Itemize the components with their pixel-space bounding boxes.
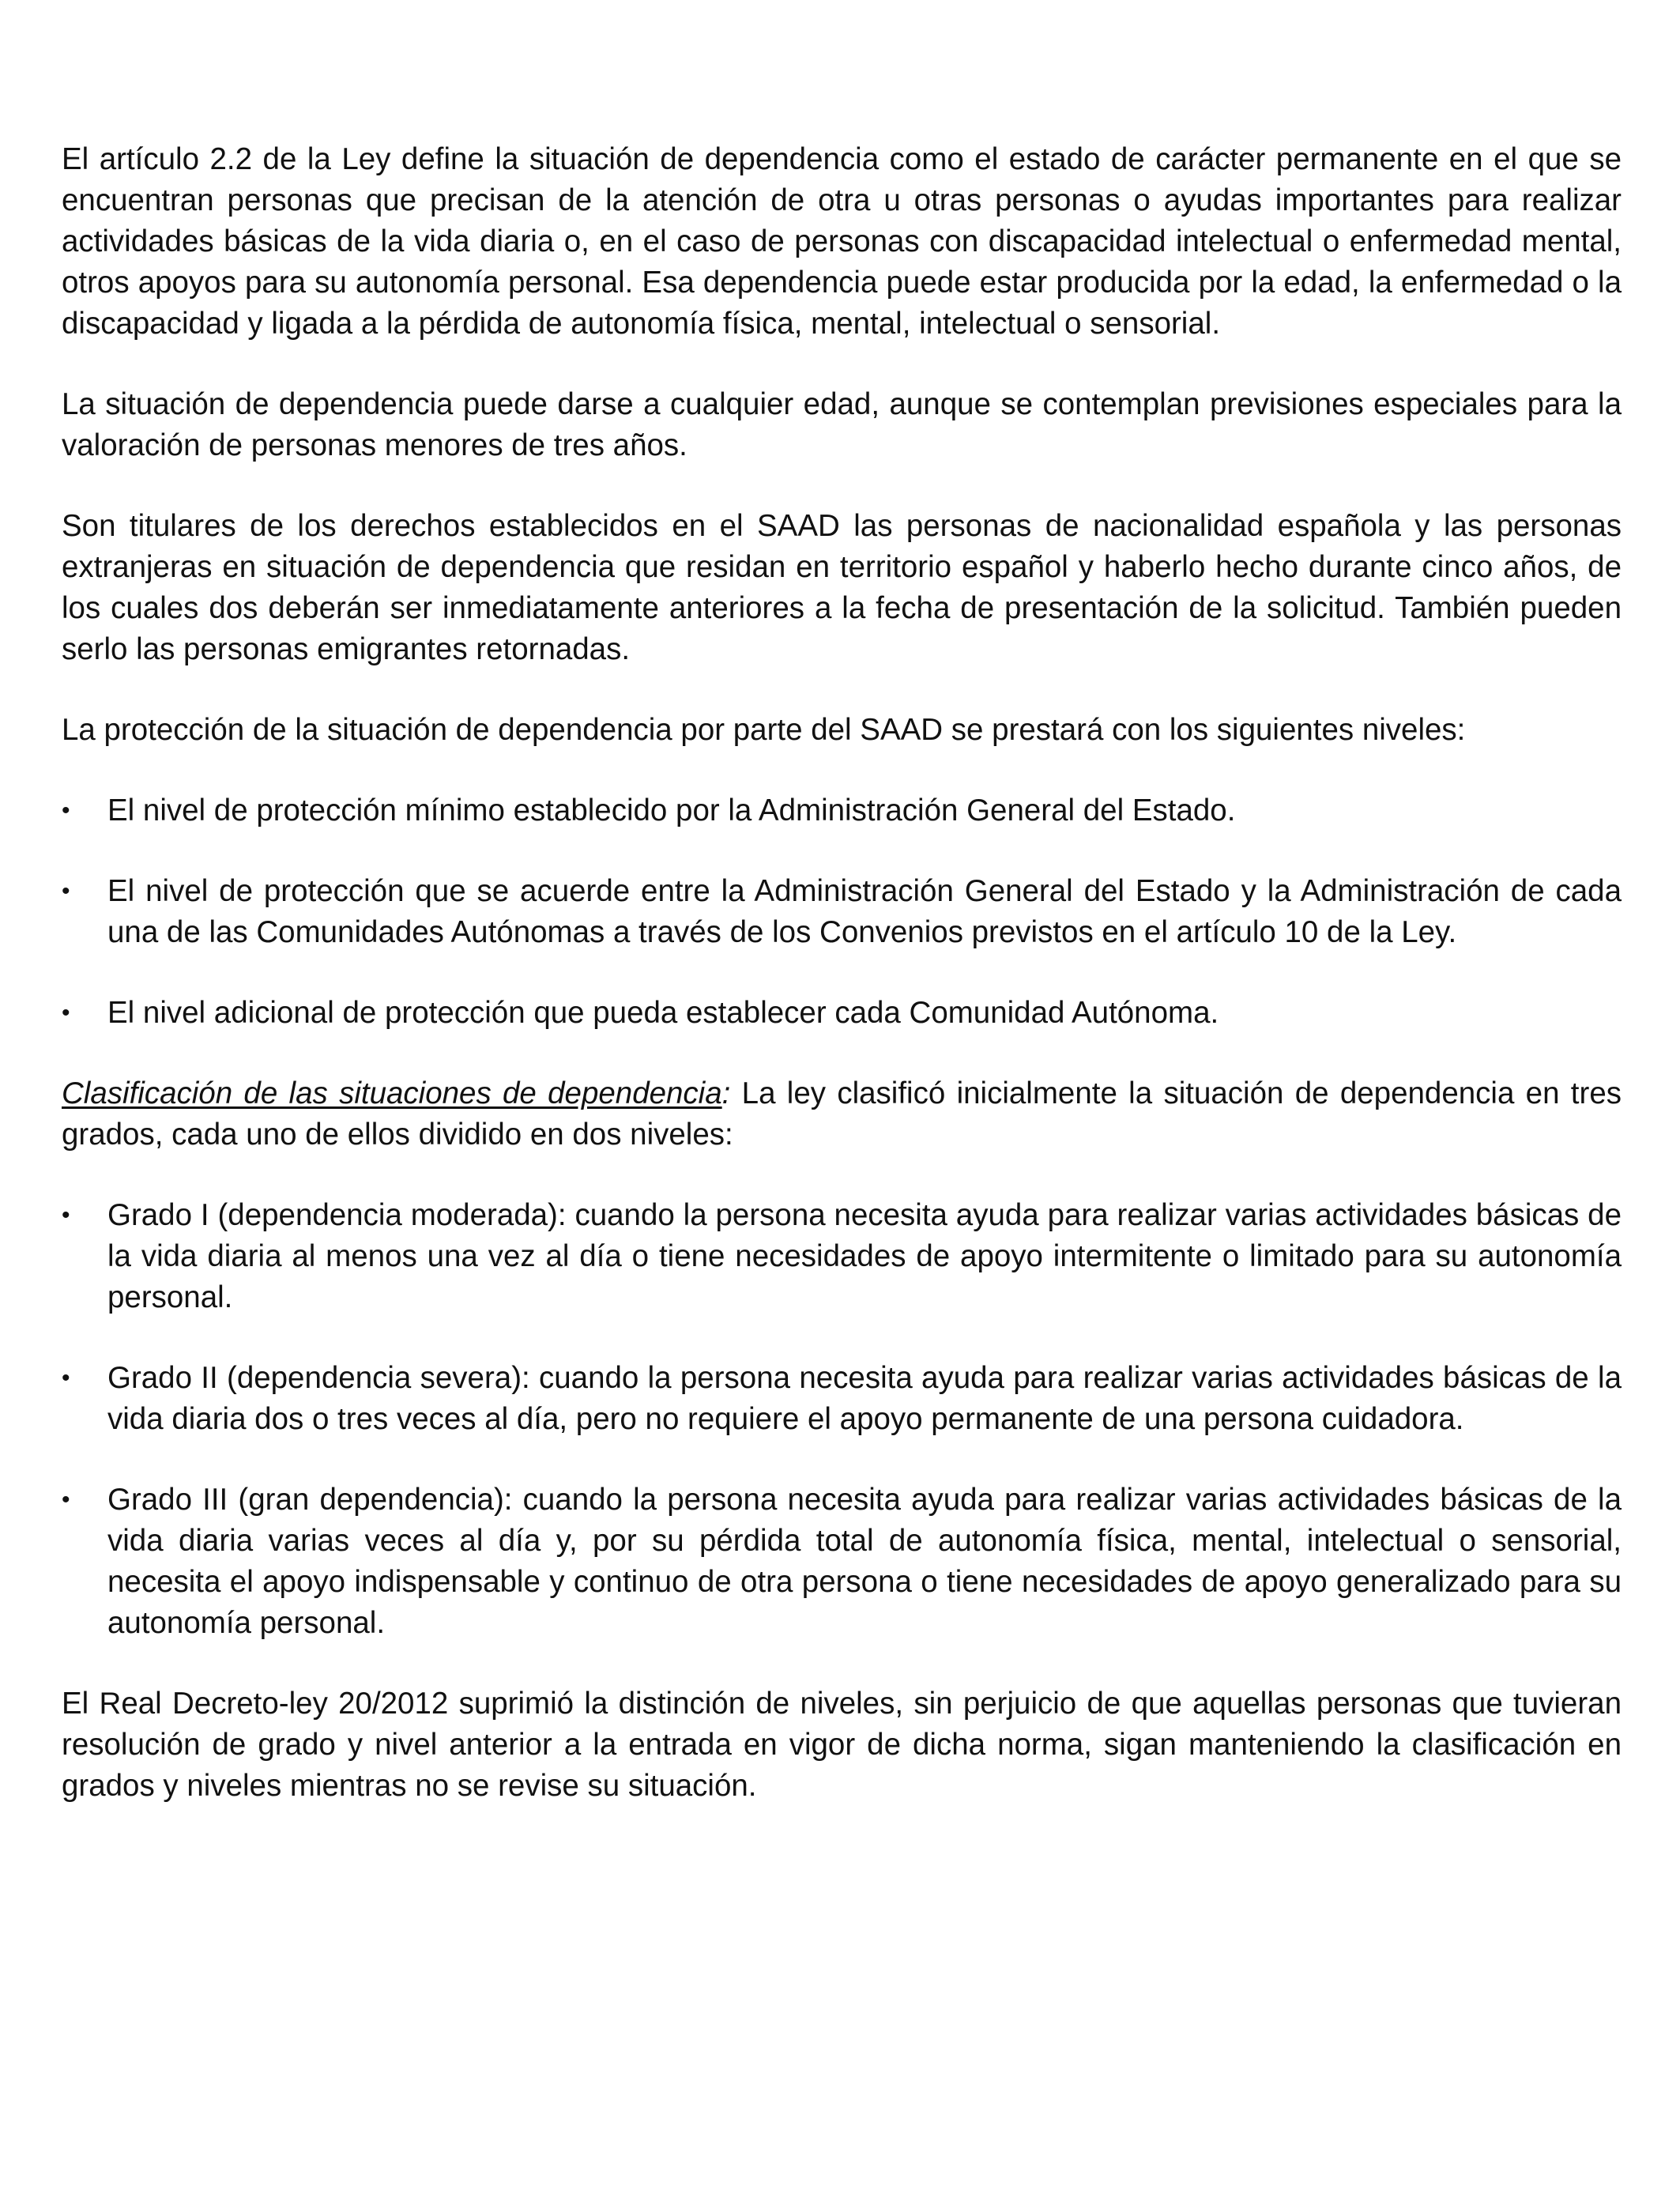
protection-levels-list: [62, 790, 1622, 1034]
list-item-text: El nivel de protección que se acuerde entre la Administración General del Estado y la Administración de cada una de las Comunidades Autónomas a través de los Convenios previstos en el artículo 10 de la Ley.: [107, 874, 1622, 949]
list-item-text: El nivel adicional de protección que pueda establecer cada Comunidad Autónoma.: [107, 996, 1219, 1030]
list-item-level-1: [62, 790, 1622, 831]
classification-text: La ley clasificó inicialmente la situación de dependencia en tres grados, cada uno de ellos dividido en dos niveles:: [62, 1076, 1622, 1152]
list-item-level-2: [62, 871, 1622, 953]
paragraph-classification: [62, 1073, 1622, 1155]
paragraph-age: La situación de dependencia puede darse a cualquier edad, aunque se contemplan previsiones especiales para la valoración de personas menores de tres años.: [62, 387, 1622, 462]
list-item-grade-1: [62, 1195, 1622, 1318]
paragraph-definition: El artículo 2.2 de la Ley define la situación de dependencia como el estado de carácter permanente en el que se encuentran personas que precisan de la atención de otra u otras personas o ayudas importantes para realizar actividades básicas de la vida diaria o, en el caso de personas con discapacidad intelectual o enfermedad mental, otros apoyos para su autonomía personal. Esa dependencia puede estar producida por la edad, la enfermedad o la discapacidad y ligada a la pérdida de autonomía física, mental, intelectual o sensorial.: [62, 142, 1622, 341]
list-item-text: Grado I (dependencia moderada): cuando la persona necesita ayuda para realizar varias actividades básicas de la vida diaria al menos una vez al día o tiene necesidades de apoyo intermitente o limitado para su autonomía personal.: [107, 1198, 1622, 1314]
list-item-text: El nivel de protección mínimo establecido por la Administración General del Estado.: [107, 794, 1236, 827]
grades-list: [62, 1195, 1622, 1644]
bullet-icon: •: [62, 1000, 70, 1026]
bullet-icon: •: [62, 1202, 70, 1228]
paragraph-real-decreto: El Real Decreto-ley 20/2012 suprimió la distinción de niveles, sin perjuicio de que aquellas personas que tuvieran resolución de grado y nivel anterior a la entrada en vigor de dicha norma, sigan manteniendo la clasificación en grados y niveles mientras no se revise su situación.: [62, 1687, 1622, 1803]
list-item-grade-3: [62, 1480, 1622, 1644]
classification-colon: :: [721, 1076, 731, 1110]
bullet-icon: •: [62, 1487, 70, 1513]
classification-heading: Clasificación de las situaciones de dependencia: [62, 1076, 722, 1110]
bullet-icon: •: [62, 1365, 70, 1391]
bullet-icon: •: [62, 878, 70, 904]
list-item-text: Grado III (gran dependencia): cuando la persona necesita ayuda para realizar varias actividades básicas de la vida diaria varias veces al día y, por su pérdida total de autonomía física, mental, intelectual o sensorial, necesita el apoyo indispensable y continuo de otra persona o tiene necesidades de apoyo generalizado para su autonomía personal.: [107, 1483, 1622, 1640]
bullet-icon: •: [62, 797, 70, 824]
document-page: [62, 139, 1622, 1846]
paragraph-titulares: Son titulares de los derechos establecidos en el SAAD las personas de nacionalidad española y las personas extranjeras en situación de dependencia que residan en territorio español y haberlo hecho durante cinco años, de los cuales dos deberán ser inmediatamente anteriores a la fecha de presentación de la solicitud. También pueden serlo las personas emigrantes retornadas.: [62, 509, 1622, 666]
list-item-level-3: [62, 993, 1622, 1034]
list-item-text: Grado II (dependencia severa): cuando la persona necesita ayuda para realizar varias actividades básicas de la vida diaria dos o tres veces al día, pero no requiere el apoyo permanente de una persona cuidadora.: [107, 1361, 1622, 1436]
paragraph-protection-levels-intro: La protección de la situación de dependencia por parte del SAAD se prestará con los siguientes niveles:: [62, 713, 1466, 747]
list-item-grade-2: [62, 1358, 1622, 1440]
